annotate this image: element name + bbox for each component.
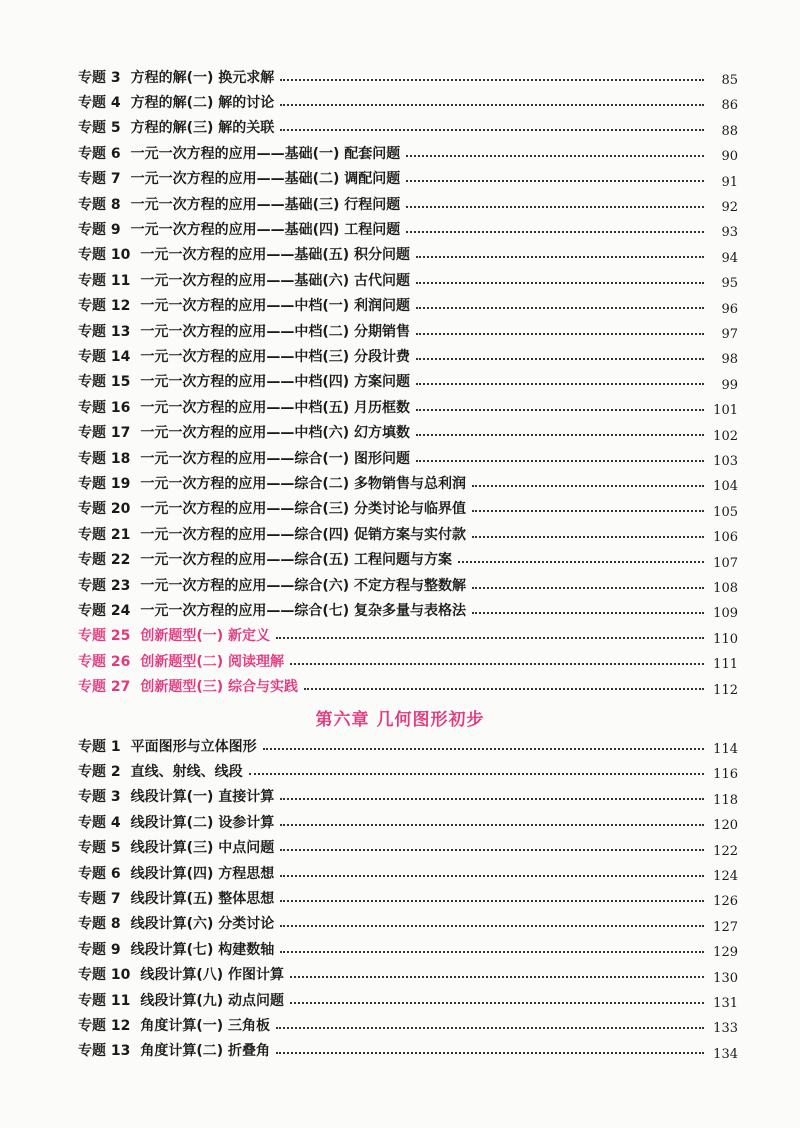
topic-number: 专题 2 [78, 763, 121, 780]
topic-title: 线段计算(四) 方程思想 [130, 865, 275, 882]
topic-number: 专题 8 [78, 916, 121, 933]
page-number: 131 [713, 996, 738, 1011]
topic-number: 专题 22 [78, 552, 131, 569]
toc-entry[interactable] [78, 784, 738, 809]
topic-title: 线段计算(五) 整体思想 [130, 890, 275, 907]
topic-number: 专题 13 [78, 1043, 131, 1060]
topic-title: 一元一次方程的应用——基础(一) 配套问题 [130, 145, 401, 162]
topic-number: 专题 9 [78, 941, 121, 958]
page-number: 126 [713, 894, 738, 910]
page-number: 129 [713, 945, 738, 961]
topic-number: 专题 7 [78, 171, 121, 188]
dot-leader [472, 598, 704, 614]
dot-leader [416, 369, 704, 385]
dot-leader [280, 90, 704, 106]
dot-leader [263, 734, 704, 750]
topic-number: 专题 5 [78, 840, 121, 857]
page-number: 108 [713, 581, 738, 596]
topic-number: 专题 24 [78, 602, 131, 619]
topic-number: 专题 12 [78, 298, 131, 315]
page-number: 101 [713, 403, 738, 419]
topic-title: 一元一次方程的应用——基础(六) 古代问题 [140, 272, 411, 289]
dot-leader [416, 420, 704, 436]
page-number: 103 [713, 454, 738, 469]
page-number: 110 [713, 631, 738, 647]
page-number: 95 [721, 276, 738, 292]
toc-entry[interactable] [78, 445, 738, 470]
dot-leader [406, 217, 704, 233]
topic-title: 方程的解(一) 换元求解 [130, 69, 275, 86]
page-number: 94 [721, 250, 738, 266]
toc-entry[interactable] [78, 674, 738, 699]
toc-entry[interactable] [78, 623, 738, 648]
toc-entry[interactable] [78, 267, 738, 292]
toc-entry[interactable] [78, 496, 738, 521]
dot-leader [416, 319, 704, 335]
topic-title: 一元一次方程的应用——综合(五) 工程问题与方案 [140, 552, 453, 569]
page-number: 122 [713, 843, 738, 859]
dot-leader [416, 242, 704, 258]
topic-number: 专题 7 [78, 890, 121, 907]
topic-number: 专题 21 [78, 526, 131, 543]
toc-entry[interactable] [78, 140, 738, 165]
topic-number: 专题 19 [78, 475, 131, 492]
page-number: 124 [713, 869, 738, 884]
toc-entry[interactable] [78, 166, 738, 191]
toc-entry[interactable] [78, 343, 738, 368]
topic-number: 专题 20 [78, 501, 131, 518]
page-number: 104 [713, 479, 738, 495]
topic-title: 一元一次方程的应用——中档(一) 利润问题 [140, 298, 411, 315]
toc-entry[interactable] [78, 470, 738, 495]
dot-leader [276, 1013, 704, 1029]
topic-number: 专题 11 [78, 272, 131, 289]
page-number: 133 [713, 1021, 738, 1037]
toc-entry[interactable] [78, 860, 738, 885]
page-number: 99 [721, 377, 738, 393]
toc-entry[interactable] [78, 885, 738, 910]
topic-number: 专题 23 [78, 577, 131, 594]
page-number: 130 [713, 970, 738, 986]
topic-title: 角度计算(一) 三角板 [140, 1017, 271, 1034]
dot-leader [406, 141, 704, 157]
toc-entry[interactable] [78, 758, 738, 783]
toc-entry[interactable] [78, 547, 738, 572]
page-number: 105 [713, 504, 738, 520]
topic-number: 专题 12 [78, 1017, 131, 1034]
dot-leader [472, 522, 704, 538]
toc-entry[interactable] [78, 572, 738, 597]
topic-title: 一元一次方程的应用——中档(三) 分段计费 [140, 348, 411, 365]
page-number: 86 [721, 98, 738, 114]
topic-number: 专题 26 [78, 653, 131, 670]
toc-entry[interactable] [78, 191, 738, 216]
toc-entry[interactable] [78, 521, 738, 546]
toc-entry[interactable] [78, 936, 738, 961]
page-number: 134 [713, 1046, 738, 1062]
topic-number: 专题 6 [78, 865, 121, 882]
page-number: 85 [721, 73, 738, 88]
page-number: 120 [713, 818, 738, 834]
dot-leader [249, 759, 704, 775]
dot-leader [416, 293, 704, 309]
page-number: 116 [713, 767, 738, 783]
dot-leader [304, 674, 704, 690]
topic-title: 一元一次方程的应用——中档(五) 月历框数 [140, 399, 411, 416]
topic-title: 直线、射线、线段 [130, 763, 243, 780]
topic-number: 专题 10 [78, 247, 131, 264]
chapter-heading: 第六章 几何图形初步 [315, 710, 485, 730]
dot-leader [290, 988, 704, 1004]
toc-entry[interactable] [78, 394, 738, 419]
toc-entry[interactable] [78, 115, 738, 140]
topic-title: 角度计算(二) 折叠角 [140, 1043, 271, 1060]
page-number: 112 [713, 682, 738, 698]
dot-leader [472, 573, 704, 589]
toc-entry[interactable] [78, 216, 738, 241]
topic-number: 专题 6 [78, 145, 121, 162]
dot-leader [280, 937, 704, 953]
dot-leader [276, 623, 704, 639]
toc-entry[interactable] [78, 648, 738, 673]
toc-entry[interactable] [78, 962, 738, 987]
toc-entry[interactable] [78, 293, 738, 318]
dot-leader [472, 471, 704, 487]
topic-number: 专题 15 [78, 374, 131, 391]
dot-leader [280, 810, 704, 826]
topic-number: 专题 8 [78, 196, 121, 213]
dot-leader [406, 166, 704, 182]
dot-leader [290, 649, 704, 665]
page-number: 96 [721, 301, 738, 317]
topic-title: 一元一次方程的应用——基础(四) 工程问题 [130, 221, 401, 238]
topic-title: 一元一次方程的应用——综合(一) 图形问题 [140, 450, 411, 467]
page-number: 97 [721, 327, 738, 342]
dot-leader [472, 496, 704, 512]
toc-entry[interactable] [78, 733, 738, 758]
topic-number: 专题 27 [78, 679, 131, 696]
topic-title: 一元一次方程的应用——综合(七) 复杂多量与表格法 [140, 602, 467, 619]
topic-title: 线段计算(三) 中点问题 [130, 840, 275, 857]
topic-number: 专题 17 [78, 425, 131, 442]
topic-title: 一元一次方程的应用——中档(二) 分期销售 [140, 323, 411, 340]
topic-title: 方程的解(三) 解的关联 [130, 120, 275, 137]
dot-leader [416, 395, 704, 411]
topic-title: 一元一次方程的应用——综合(四) 促销方案与实付款 [140, 526, 467, 543]
dot-leader [276, 1038, 704, 1054]
dot-leader [280, 65, 704, 81]
dot-leader [416, 344, 704, 360]
dot-leader [280, 115, 704, 131]
page-number: 92 [721, 200, 738, 215]
topic-title: 创新题型(三) 综合与实践 [140, 679, 299, 696]
page-number: 107 [713, 555, 738, 571]
dot-leader [280, 835, 704, 851]
toc-entry[interactable] [78, 597, 738, 622]
dot-leader [280, 784, 704, 800]
page-number: 111 [713, 657, 738, 673]
topic-number: 专题 10 [78, 967, 131, 984]
topic-number: 专题 25 [78, 628, 131, 645]
toc-entry[interactable] [78, 1012, 738, 1037]
dot-leader [280, 911, 704, 927]
toc-entry[interactable] [78, 809, 738, 834]
topic-title: 一元一次方程的应用——基础(五) 积分问题 [140, 247, 411, 264]
toc-entry[interactable] [78, 242, 738, 267]
page-number: 118 [713, 792, 738, 808]
page-number: 90 [721, 149, 738, 165]
dot-leader [458, 547, 704, 563]
topic-title: 平面图形与立体图形 [130, 738, 257, 755]
topic-number: 专题 3 [78, 789, 121, 806]
toc-entry[interactable] [78, 1038, 738, 1063]
toc-entry[interactable] [78, 369, 738, 394]
topic-title: 线段计算(七) 构建数轴 [130, 941, 275, 958]
topic-title: 线段计算(八) 作图计算 [140, 967, 285, 984]
dot-leader [280, 886, 704, 902]
page-number: 88 [721, 123, 738, 139]
topic-number: 专题 9 [78, 221, 121, 238]
toc-entry[interactable] [78, 64, 738, 89]
dot-leader [416, 268, 704, 284]
topic-title: 一元一次方程的应用——综合(三) 分类讨论与临界值 [140, 501, 467, 518]
topic-number: 专题 4 [78, 94, 121, 111]
dot-leader [290, 962, 704, 978]
page-number: 93 [721, 225, 738, 241]
topic-title: 一元一次方程的应用——基础(三) 行程问题 [130, 196, 401, 213]
dot-leader [406, 192, 704, 208]
page-number: 102 [713, 428, 738, 444]
toc-entry[interactable] [78, 89, 738, 114]
topic-title: 线段计算(二) 设参计算 [130, 814, 275, 831]
topic-number: 专题 18 [78, 450, 131, 467]
topic-number: 专题 16 [78, 399, 131, 416]
page-number: 91 [721, 174, 738, 190]
topic-number: 专题 14 [78, 348, 131, 365]
toc-entry[interactable] [78, 420, 738, 445]
toc-entry[interactable] [78, 835, 738, 860]
toc-entry[interactable] [78, 318, 738, 343]
topic-number: 专题 11 [78, 992, 131, 1009]
topic-title: 线段计算(一) 直接计算 [130, 789, 275, 806]
topic-title: 创新题型(一) 新定义 [140, 628, 271, 645]
topic-title: 方程的解(二) 解的讨论 [130, 94, 275, 111]
topic-title: 一元一次方程的应用——综合(六) 不定方程与整数解 [140, 577, 467, 594]
dot-leader [416, 446, 704, 462]
page-number: 127 [713, 919, 738, 935]
topic-title: 线段计算(六) 分类讨论 [130, 916, 275, 933]
topic-title: 一元一次方程的应用——中档(四) 方案问题 [140, 374, 411, 391]
topic-title: 线段计算(九) 动点问题 [140, 992, 285, 1009]
topic-title: 一元一次方程的应用——基础(二) 调配问题 [130, 171, 401, 188]
page-number: 109 [713, 606, 738, 622]
topic-number: 专题 4 [78, 814, 121, 831]
toc-entry[interactable] [78, 911, 738, 936]
page-number: 106 [713, 530, 738, 546]
topic-title: 创新题型(二) 阅读理解 [140, 653, 285, 670]
page-number: 114 [713, 742, 738, 757]
toc-entry[interactable] [78, 987, 738, 1012]
dot-leader [280, 861, 704, 877]
topic-number: 专题 13 [78, 323, 131, 340]
page-number: 98 [721, 352, 738, 368]
topic-number: 专题 3 [78, 69, 121, 86]
topic-number: 专题 5 [78, 120, 121, 137]
topic-number: 专题 1 [78, 738, 121, 755]
topic-title: 一元一次方程的应用——中档(六) 幻方填数 [140, 425, 411, 442]
topic-title: 一元一次方程的应用——综合(二) 多物销售与总利润 [140, 475, 467, 492]
